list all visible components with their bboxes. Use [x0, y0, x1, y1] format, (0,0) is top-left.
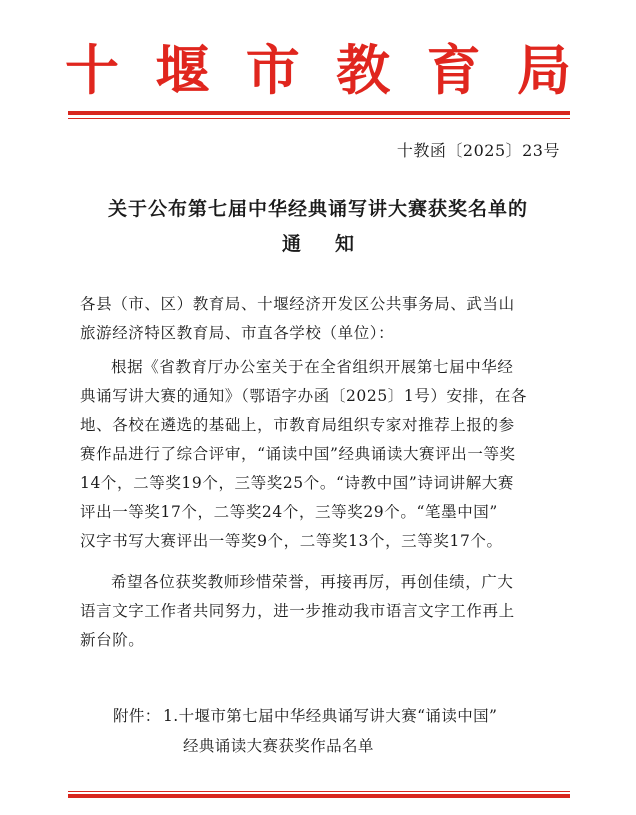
document-number: 十教函〔2025〕23号: [396, 141, 560, 160]
paragraph-line: 根据《省教育厅办公室关于在全省组织开展第七届中华经: [111, 358, 514, 376]
attachment-item-continued: 经典诵读大赛获奖作品名单: [183, 737, 374, 755]
document-title-line2: 通知: [281, 233, 388, 255]
letterhead-char: 堰: [155, 38, 210, 102]
letterhead-char: 育: [426, 38, 481, 102]
letterhead-char: 局: [516, 38, 571, 102]
footer-divider-thin: [68, 791, 570, 792]
letterhead-char: 市: [245, 38, 300, 102]
paragraph-line: 希望各位获奖教师珍惜荣誉，再接再厉，再创佳绩，广大: [111, 573, 514, 591]
paragraph-line: 新台阶。: [80, 631, 145, 649]
header-divider-thick: [68, 111, 570, 115]
letterhead-char: 十: [65, 38, 119, 102]
header-divider-thin: [68, 118, 570, 119]
salutation-line: 旅游经济特区教育局、市直各学校（单位）：: [80, 324, 395, 342]
paragraph-line: 典诵写讲大赛的通知》（鄂语字办函〔2025〕1号）安排，在各: [80, 387, 528, 405]
letterhead-title: [60, 38, 576, 102]
paragraph-line: 地、各校在遴选的基础上，市教育局组织专家对推荐上报的参: [80, 416, 515, 434]
salutation-line: 各县（市、区）教育局、十堰经济开发区公共事务局、武当山: [80, 295, 515, 313]
paragraph-line: 语言文字工作者共同努力，进一步推动我市语言文字工作再上: [80, 602, 515, 620]
attachment-item: 1.十堰市第七届中华经典诵写讲大赛“诵读中国”: [163, 707, 498, 725]
document-title-line1: 关于公布第七届中华经典诵写讲大赛获奖名单的: [107, 198, 528, 220]
paragraph-line: 14个，二等奖19个，三等奖25个。“诗教中国”诗词讲解大赛: [80, 474, 515, 492]
paragraph-line: 评出一等奖17个，二等奖24个，三等奖29个。“笔墨中国”: [80, 503, 498, 521]
footer-divider-thick: [68, 794, 570, 798]
attachment-label: 附件：: [113, 707, 161, 725]
paragraph-line: 汉字书写大赛评出一等奖9个，二等奖13个，三等奖17个。: [80, 532, 503, 550]
paragraph-line: 赛作品进行了综合评审，“诵读中国”经典诵读大赛评出一等奖: [80, 445, 516, 463]
letterhead-char: 教: [336, 38, 391, 102]
